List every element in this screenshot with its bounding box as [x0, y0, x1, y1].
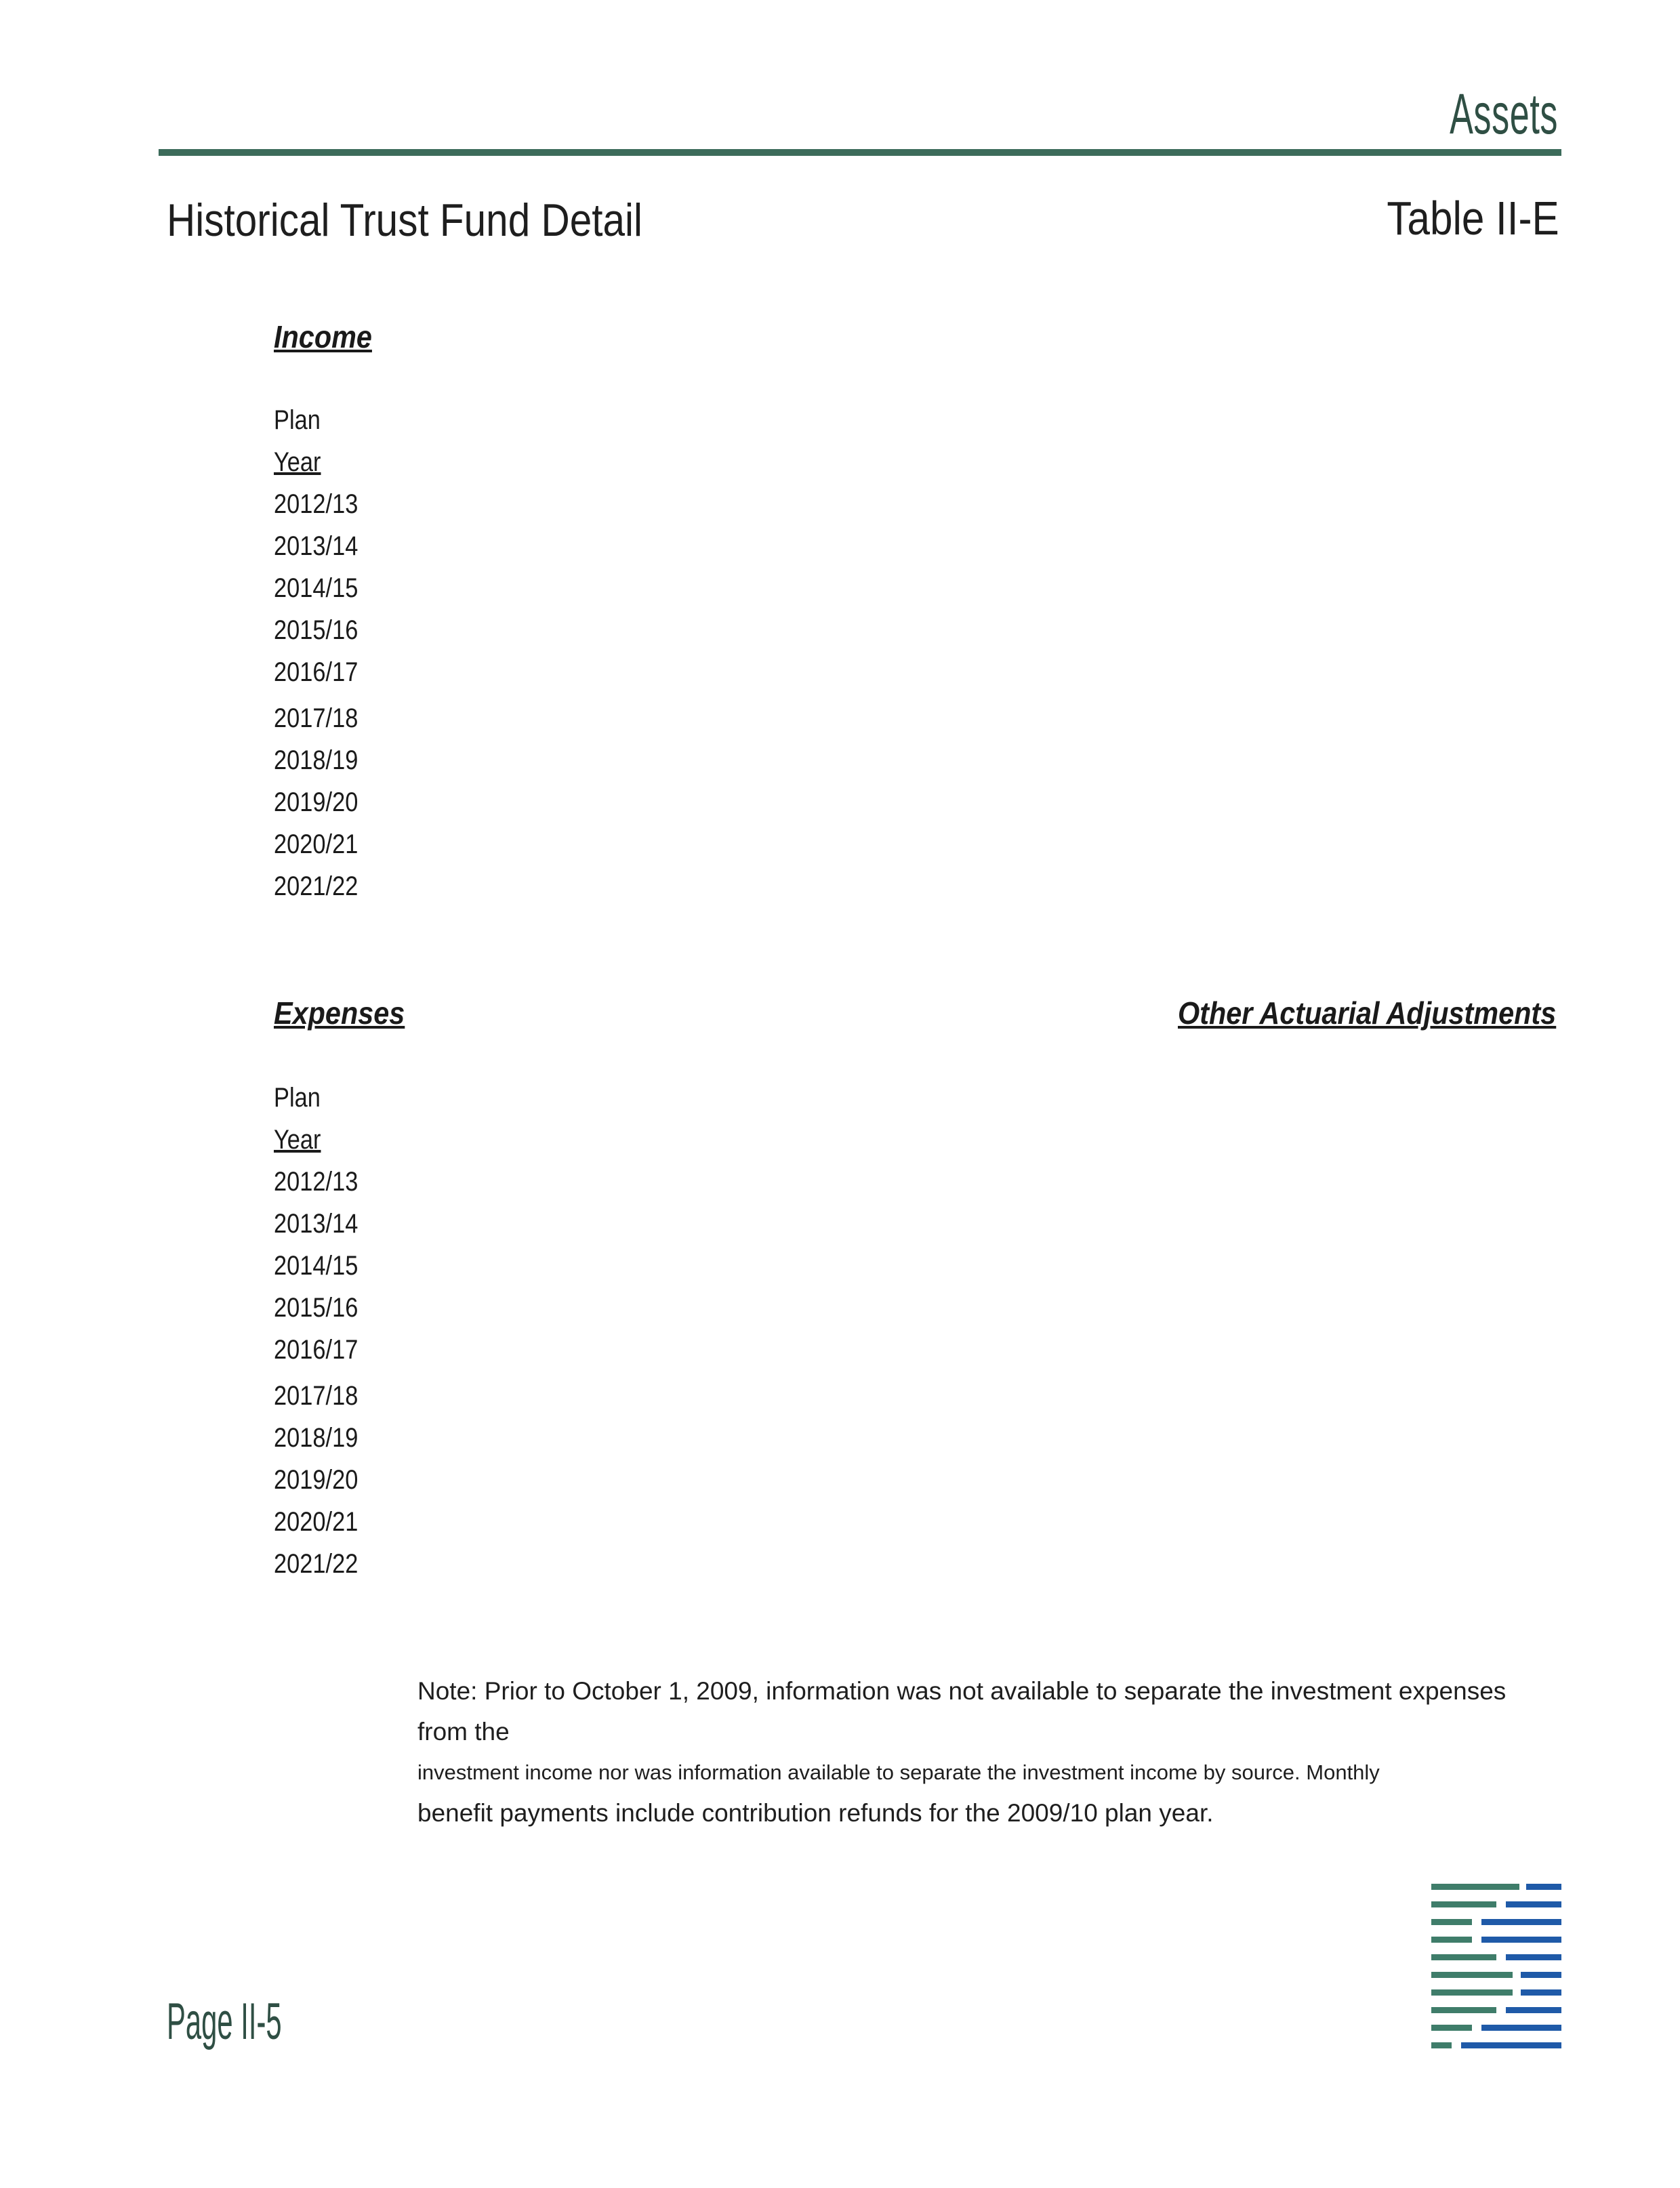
table-cell: 2015/16 [274, 1293, 358, 1323]
table-cell: 2021/22 [274, 871, 358, 901]
section-label: Assets [1449, 82, 1558, 146]
table-cell: 2017/18 [274, 1381, 358, 1411]
company-logo-icon [1431, 1881, 1561, 2050]
table-cell: 2015/16 [274, 615, 358, 645]
table-cell: 2020/21 [274, 829, 358, 859]
table-cell: 2020/21 [274, 1507, 358, 1537]
expenses-heading: Expenses [274, 995, 405, 1031]
table-cell: 2013/14 [274, 1209, 358, 1239]
adjustments-heading: Other Actuarial Adjustments [1178, 995, 1557, 1031]
column-header: Plan [274, 405, 321, 435]
footnote-line: investment income nor was information available to separate the investment income by source. Monthly [417, 1760, 1380, 1784]
footnote [417, 1671, 1542, 1834]
footnote-line: benefit payments include contribution refunds for the 2009/10 plan year. [417, 1799, 1214, 1827]
table-cell: 2014/15 [274, 1251, 358, 1281]
table-id: Table II-E [1387, 192, 1559, 245]
table-cell: 2016/17 [274, 657, 358, 687]
page-title: Historical Trust Fund Detail [167, 194, 642, 246]
table-cell: 2021/22 [274, 1549, 358, 1579]
table-cell: 2013/14 [274, 531, 358, 561]
logo-stripes [1431, 1884, 1561, 2048]
income-heading: Income [274, 319, 372, 354]
table-cell: 2012/13 [274, 1167, 358, 1197]
header-rule [159, 149, 1561, 156]
footnote-line: Note: Prior to October 1, 2009, information was not available to separate the investment expenses from the [417, 1677, 1507, 1746]
page-number: Page II-5 [167, 1993, 282, 2050]
column-header: Year [274, 1125, 321, 1155]
table-cell: 2017/18 [274, 703, 358, 733]
column-header: Plan [274, 1083, 321, 1113]
table-cell: 2019/20 [274, 787, 358, 817]
table-cell: 2019/20 [274, 1465, 358, 1495]
table-cell: 2014/15 [274, 573, 358, 603]
column-header: Year [274, 447, 321, 477]
table-cell: 2018/19 [274, 745, 358, 775]
table-cell: 2012/13 [274, 489, 358, 519]
table-cell: 2016/17 [274, 1335, 358, 1365]
table-cell: 2018/19 [274, 1423, 358, 1453]
